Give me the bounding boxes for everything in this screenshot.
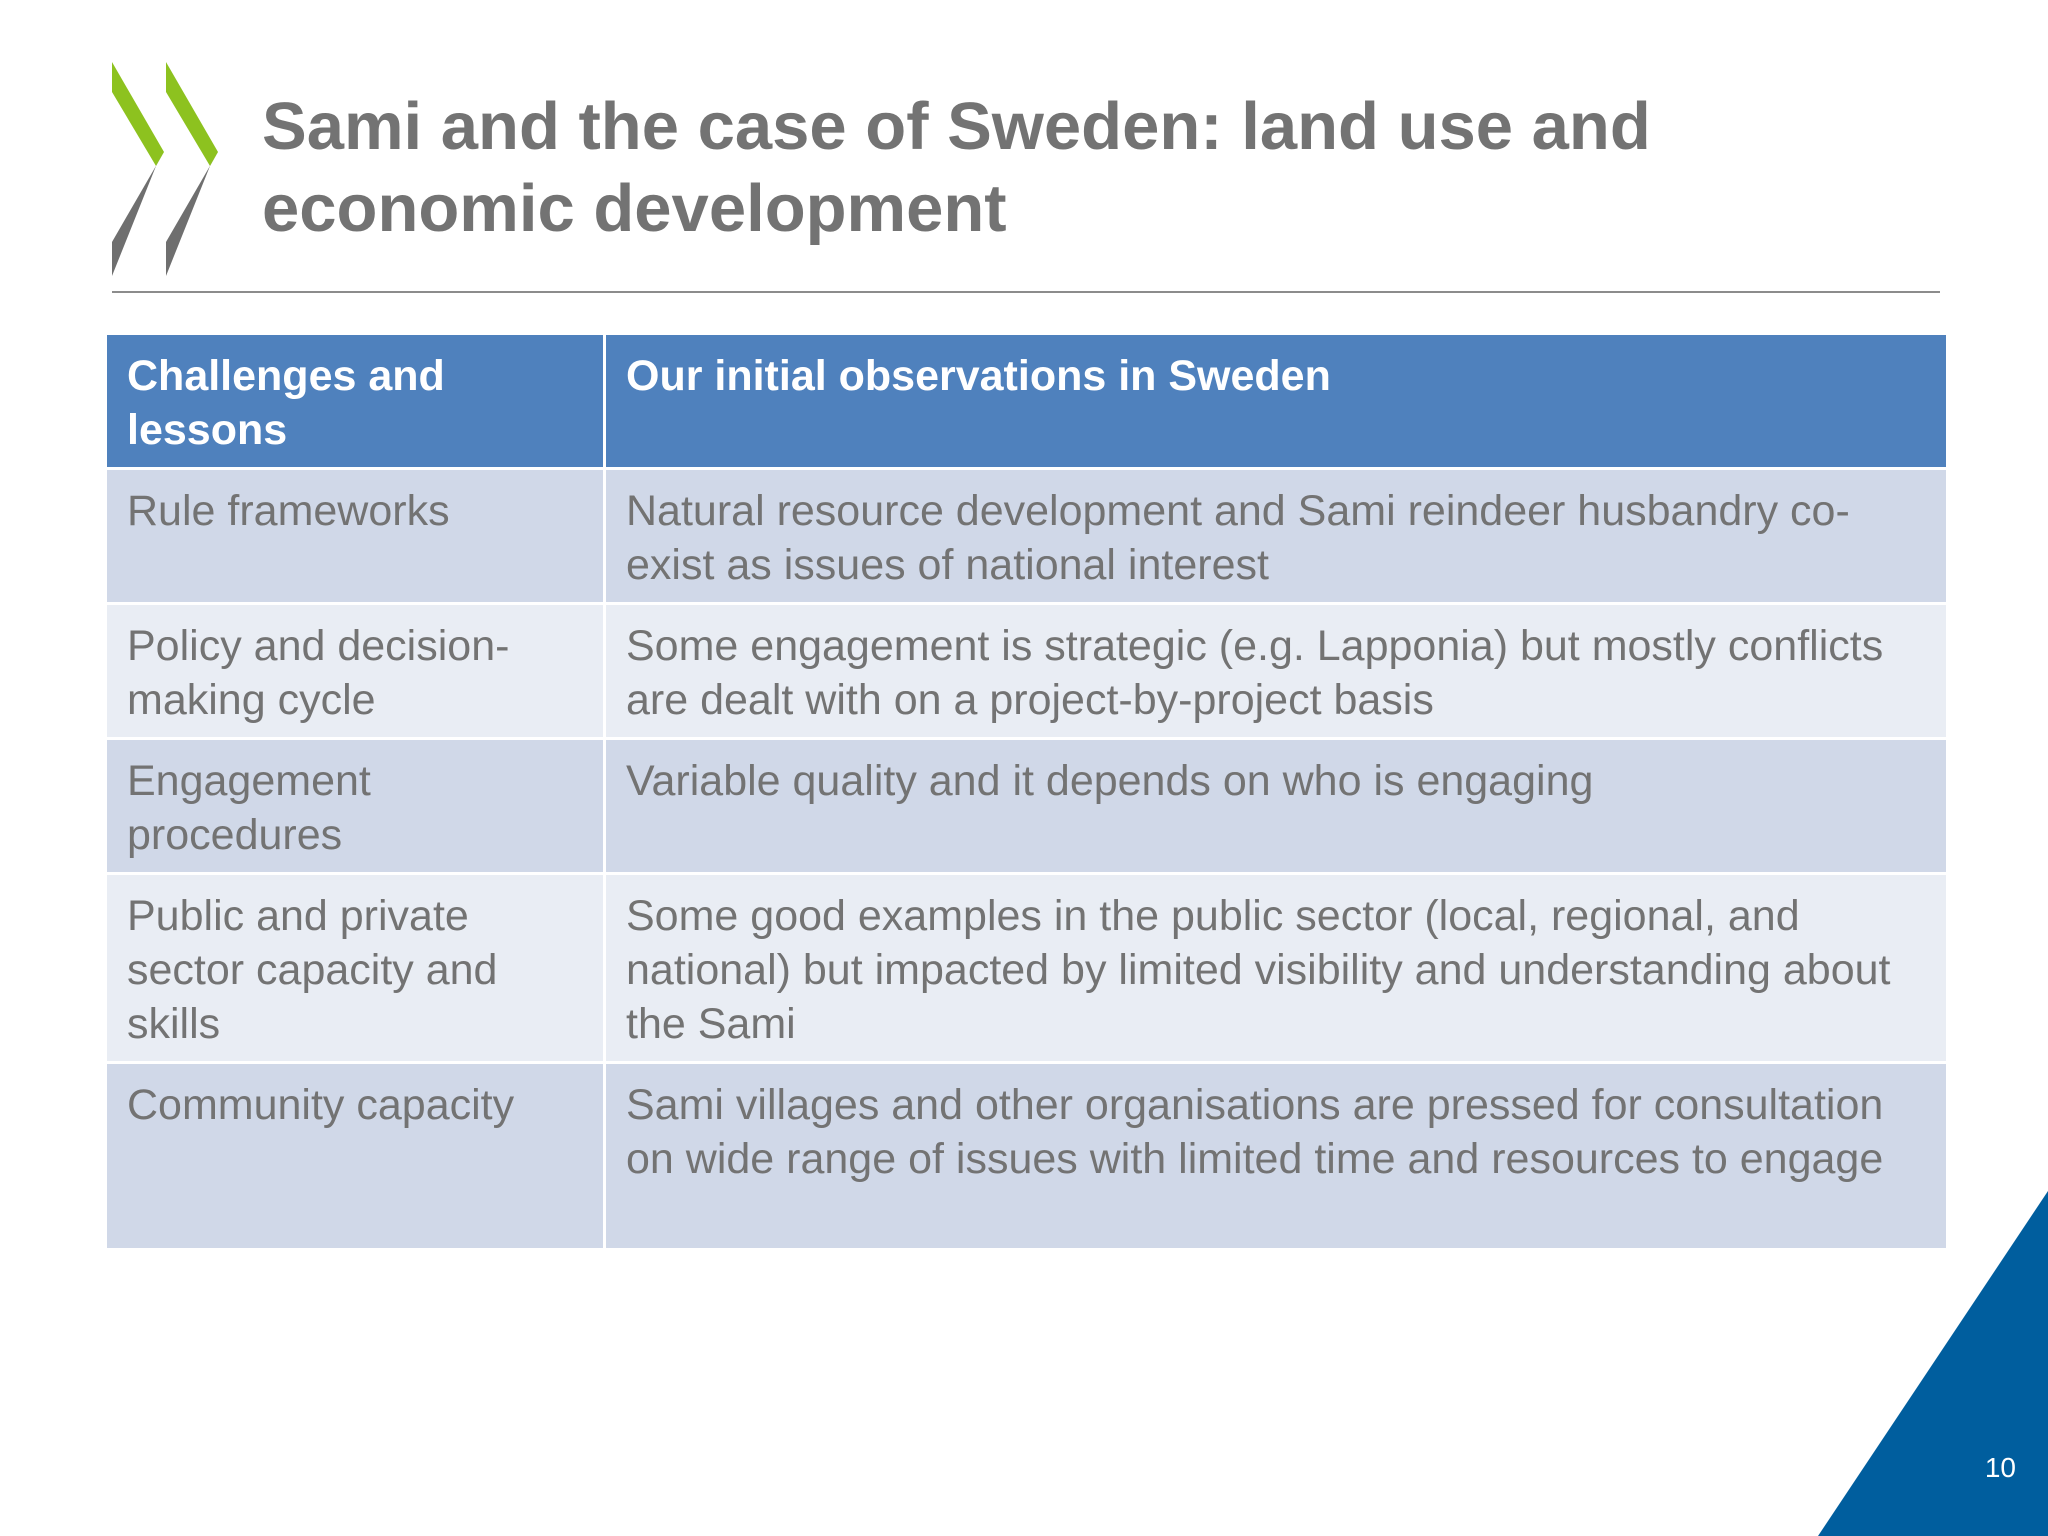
- title-divider: [112, 291, 1940, 293]
- challenge-cell: Public and private sector capacity and skills: [106, 874, 605, 1063]
- table-row: [106, 469, 1948, 604]
- table-row: [106, 739, 1948, 874]
- oecd-chevrons-logo-icon: [108, 62, 218, 282]
- observations-table: [104, 332, 1949, 1251]
- table-row: [106, 874, 1948, 1063]
- observation-cell: Some engagement is strategic (e.g. Lapponia) but mostly conflicts are dealt with on a project-by-project basis: [605, 604, 1948, 739]
- table-row: [106, 604, 1948, 739]
- observation-cell: Natural resource development and Sami reindeer husbandry co-exist as issues of national interest: [605, 469, 1948, 604]
- observation-cell: Sami villages and other organisations are pressed for consultation on wide range of issues with limited time and resources to engage: [605, 1063, 1948, 1250]
- table-header-row: [106, 334, 1948, 469]
- challenge-cell: Engagement procedures: [106, 739, 605, 874]
- column-header-challenges: Challenges and lessons: [106, 334, 605, 469]
- observation-cell: Variable quality and it depends on who is engaging: [605, 739, 1948, 874]
- challenge-cell: Policy and decision-making cycle: [106, 604, 605, 739]
- page-number: 10: [1984, 1452, 2016, 1483]
- column-header-observations: Our initial observations in Sweden: [605, 334, 1948, 469]
- challenge-cell: Rule frameworks: [106, 469, 605, 604]
- corner-triangle-decoration: [1818, 1191, 2048, 1536]
- challenge-cell: Community capacity: [106, 1063, 605, 1250]
- table-row: [106, 1063, 1948, 1250]
- observation-cell: Some good examples in the public sector (local, regional, and national) but impacted by limited visibility and understanding about the Sami: [605, 874, 1948, 1063]
- slide-title: Sami and the case of Sweden: land use and economic development: [262, 89, 1651, 246]
